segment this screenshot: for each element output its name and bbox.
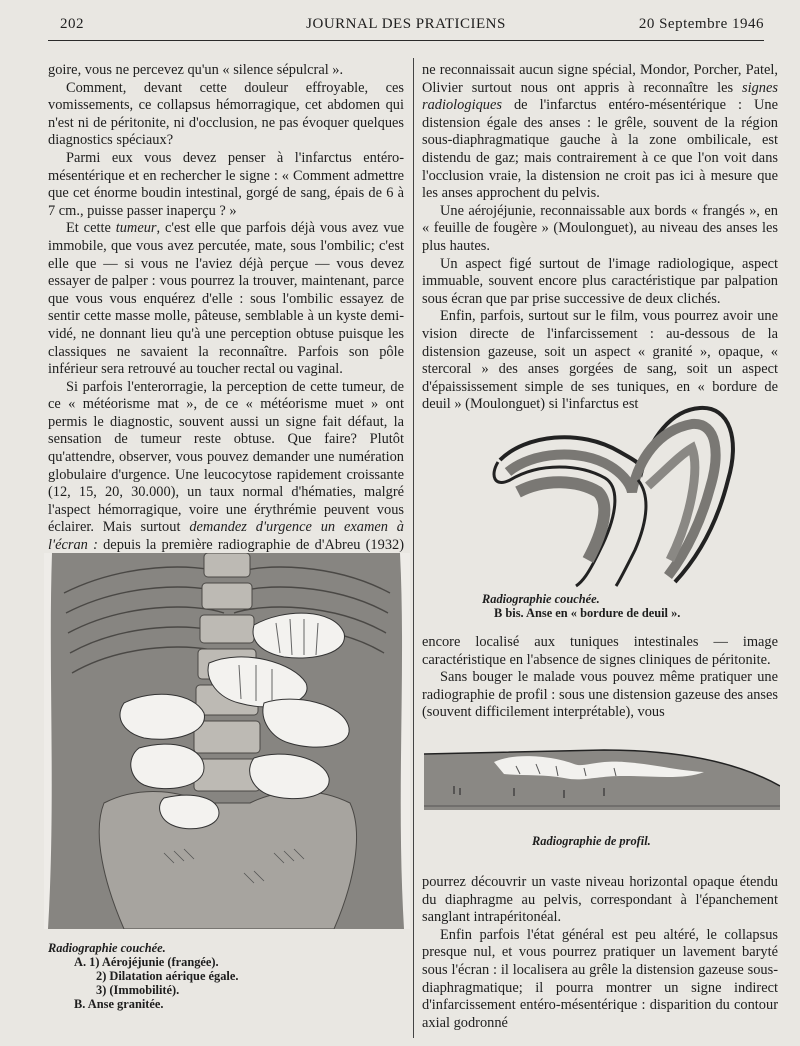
issue-date: 20 Septembre 1946 (638, 16, 764, 32)
figure-profile-radiograph (424, 746, 780, 810)
paragraph: Et cette tumeur, c'est elle que parfois déjà vous avez vue immobile, que vous avez percutée, mate, sous l'ombilic; c'est elle que — si vous ne l'aviez déjà perçue — vous devez essayer de palper : vous pourrez la trouver, maintenant, parce que vous vous enquérez d'elle : sous l'ombilic essayez de sentir cette masse molle, pâteuse, semblable à un kyste demi-vidé, ne donnant lieu qu'à une perception obtuse puisque les classiques ne savaient la reconnaître. Parfois son pôle inférieur sera retrouvé au toucher rectal ou vaginal. (48, 220, 404, 378)
left-column (48, 62, 404, 572)
figure-a-caption (48, 941, 388, 1011)
caption-line: A. 1) Aérojéjunie (frangée). (74, 955, 219, 969)
paragraph: Si parfois l'enterorragie, la perception de cette tumeur, de ce « météorisme mat », de ce « météorisme muet » ont permis le diagnostic, souvent aussi un signe fait défaut, la sensation de tumeur reste obtuse. Que faire? Plutôt qu'attendre, observer, vous pouvez demander une numération globulaire d'urgence. Une leucocytose rapidement croissante (12, 15, 20, 30.000), un taux normal d'hématies, malgré l'aspect hémorragique, voire une érythrémie peuvent vous éclairer. Mais surtout demandez d'urgence un examen à l'écran : depuis la première radiographie de d'Abreu (1932) (48, 378, 405, 554)
journal-title: JOURNAL DES PRATICIENS (306, 16, 506, 32)
page-number: 202 (60, 16, 84, 32)
figure-c-caption: Radiographie de profil. (532, 834, 651, 848)
caption-title: Radiographie couchée. (482, 592, 600, 606)
paragraph: Enfin, parfois, surtout sur le film, vous pourrez avoir une vision directe de l'infarcissement : au-dessous de la distension gazeuse, soit un aspect « granité », opaque, « stercoral » des anses gorgées de sang, soit un aspect d'épaississement simple de ses tuniques, en « bordure de deuil » (Moulonguet) si l'infarctus est (422, 308, 778, 413)
paragraph: goire, vous ne percevez qu'un « silence sépulcral ». (48, 62, 344, 78)
figure-loop-mourning-border (470, 400, 735, 590)
paragraph: Sans bouger le malade vous pouvez même pratiquer une radiographie de profil : sous une distension gazeuse des anses (souvent difficilement interprétable), vous (422, 669, 778, 721)
paragraph: encore localisé aux tuniques intestinales — image caractéristique en l'absence de signes cliniques de péritonite. (422, 634, 778, 668)
caption-line: B. Anse granitée. (74, 997, 164, 1011)
right-column-top (422, 62, 778, 414)
caption-line: 3) (Immobilité). (96, 983, 180, 997)
right-column-middle (422, 634, 778, 722)
caption-line: 2) Dilatation aérique égale. (96, 969, 239, 983)
caption-line: B bis. Anse en « bordure de deuil ». (494, 606, 681, 620)
paragraph: Enfin parfois l'état général est peu altéré, le collapsus presque nul, et vous pourrez pratiquer un lavement baryté sous l'écran : il localisera au grêle la distension gazeuse sous-diaphragmatique; il pourra montrer un signe indirect d'infarcissement entéro-mésentérique : disparition du contour axial godronné (422, 926, 778, 1031)
paragraph: Parmi eux vous devez penser à l'infarctus entéro-mésentérique et en rechercher le signe : « Comment admettre que cet énorme boudin intestinal, gorgé de sang, épais de 6 à 7 cm., puisse passer inaperçu ? » (48, 149, 404, 219)
running-header (48, 14, 764, 41)
paragraph: ne reconnaissait aucun signe spécial, Mondor, Porcher, Patel, Olivier surtout nous ont appris à reconnaître les signes radiologiques de l'infarctus entéro-mésentérique : Une distension égale des anses : le grêle, souvent de la région sous-diaphragmatique gauche à la zone ombilicale, est distendu de gaz; mais contrairement à ce que l'on voit dans l'occlusion vraie, la distension ne croit pas ici à mesure que les anses approchent du pelvis. (422, 62, 778, 202)
column-divider (413, 58, 414, 1038)
paragraph: Un aspect figé surtout de l'image radiologique, aspect immuable, souvent encore plus caractéristique par palpation sous écran que par prise successive de deux clichés. (422, 255, 778, 307)
paragraph: Comment, devant cette douleur effroyable, ces vomissements, ce collapsus hémorragique, cet abdomen qui n'est ni de péritonite, ni d'occlusion, ne pas évoquer quelques diagnostics spéciaux? (48, 79, 404, 149)
figure-b-caption (482, 592, 772, 620)
paragraph: pourrez découvrir un vaste niveau horizontal opaque étendu du diaphragme au pelvis, correspondant à l'épanchement sanglant intrapéritonéal. (422, 874, 778, 926)
right-column-bottom (422, 874, 778, 1032)
figure-supine-radiograph (44, 553, 410, 929)
caption-title: Radiographie couchée. (48, 941, 166, 955)
paragraph: Une aérojéjunie, reconnaissable aux bords « frangés », en « feuille de fougère » (Moulonguet), au niveau des anses les plus hautes. (422, 202, 778, 254)
